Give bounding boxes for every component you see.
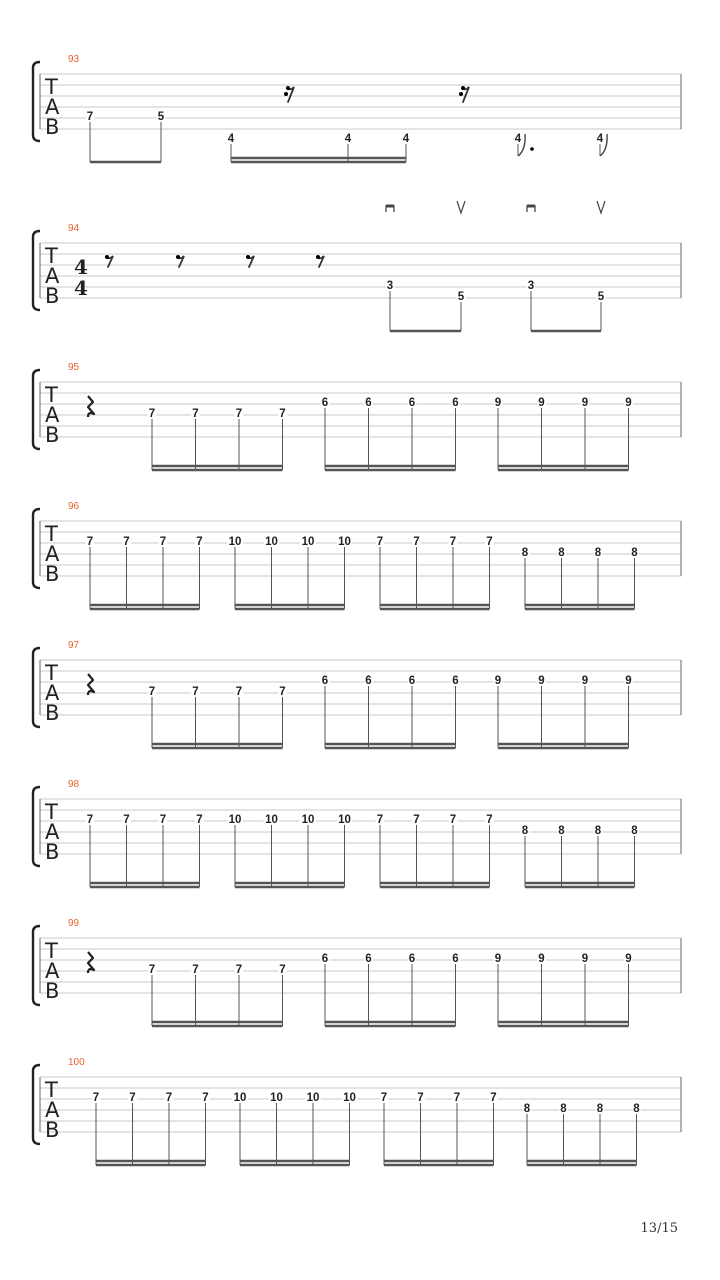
system-bracket [33,62,40,141]
rest-dot [461,86,465,90]
fret-number: 10 [301,536,315,548]
fret-number: 7 [86,814,94,826]
duration-dot [530,147,534,151]
fret-number: 7 [192,964,199,976]
fret-number: 7 [453,1092,461,1104]
fret-number: 8 [594,825,602,837]
measure-number: 98 [68,779,80,790]
tab-clef-letter: B [45,1118,60,1142]
measure-number: 97 [68,640,80,651]
tab-clef-letter: T [45,244,58,268]
rest-dot [459,92,463,96]
fret-number: 7 [159,536,167,548]
tab-clef-letter: T [45,1078,58,1102]
fret-number: 6 [365,675,372,687]
fret-number: 9 [494,953,502,965]
tab-clef-letter: B [45,701,60,725]
fret-number: 10 [265,814,278,826]
upstroke-icon [597,201,605,213]
fret-number: 9 [581,397,589,409]
rest-dot [246,255,250,259]
fret-number: 4 [344,133,352,145]
fret-number: 7 [417,1092,424,1104]
tab-clef-letter: T [45,661,58,685]
fret-number: 10 [228,814,242,826]
fret-number: 5 [597,291,605,303]
fret-number: 7 [380,1092,388,1104]
fret-number: 9 [625,675,632,687]
fret-number: 9 [581,675,589,687]
system-bracket [33,509,40,588]
fret-number: 3 [527,280,535,292]
fret-number: 7 [192,408,199,420]
rest-dot [176,255,180,259]
fret-number: 8 [523,1103,531,1115]
fret-number: 7 [490,1092,497,1104]
tab-clef-letter: B [45,423,60,447]
system-bracket [33,787,40,866]
quarter-rest [88,396,94,417]
fret-number: 9 [538,953,545,965]
fret-number: 7 [413,536,420,548]
fret-number: 7 [123,814,130,826]
fret-number: 7 [235,408,243,420]
fret-number: 10 [228,536,242,548]
fret-number: 8 [633,1103,640,1115]
rest-dot [316,255,320,259]
fret-number: 7 [159,814,167,826]
tab-clef-letter: B [45,115,60,139]
fret-number: 10 [270,1092,283,1104]
fret-number: 7 [165,1092,173,1104]
fret-number: 4 [596,133,604,145]
fret-number: 7 [148,408,156,420]
fret-number: 7 [486,536,493,548]
rest-dot [284,92,288,96]
fret-number: 8 [521,547,529,559]
fret-number: 7 [86,111,94,123]
quarter-rest [88,674,94,695]
fret-number: 7 [376,536,384,548]
fret-number: 10 [233,1092,247,1104]
tab-clef-letter: A [45,681,60,705]
fret-number: 7 [148,964,156,976]
tab-clef-letter: A [45,820,60,844]
time-signature-top: 4 [74,255,88,279]
fret-number: 6 [365,397,372,409]
fret-number: 7 [86,536,94,548]
tab-clef-letter: B [45,979,60,1003]
fret-number: 6 [408,953,416,965]
fret-number: 8 [558,547,565,559]
fret-number: 6 [365,953,372,965]
measure-number: 99 [68,918,80,929]
fret-number: 7 [123,536,130,548]
fret-number: 6 [321,675,329,687]
tab-clef-letter: A [45,403,60,427]
measure-number: 94 [68,223,80,234]
fret-number: 9 [581,953,589,965]
fret-number: 7 [413,814,420,826]
fret-number: 7 [449,814,457,826]
fret-number: 8 [521,825,529,837]
tab-clef-letter: B [45,840,60,864]
time-signature-bottom: 4 [74,276,88,300]
tab-clef-letter: A [45,95,60,119]
fret-number: 9 [494,675,502,687]
fret-number: 7 [279,686,286,698]
fret-number: 7 [486,814,493,826]
fret-number: 7 [279,408,286,420]
measure-number: 96 [68,501,80,512]
fret-number: 7 [196,536,203,548]
system-measure-96 [33,501,681,609]
fret-number: 7 [129,1092,136,1104]
system-measure-99 [33,918,681,1026]
fret-number: 8 [560,1103,567,1115]
quarter-rest [88,952,94,973]
fret-number: 7 [192,686,199,698]
tab-clef-letter: A [45,264,60,288]
fret-number: 5 [157,111,165,123]
fret-number: 7 [202,1092,209,1104]
fret-number: 6 [321,953,329,965]
fret-number: 9 [538,675,545,687]
fret-number: 7 [376,814,384,826]
fret-number: 6 [452,397,459,409]
fret-number: 6 [321,397,329,409]
fret-number: 7 [235,964,243,976]
fret-number: 7 [148,686,156,698]
rest-dot [286,86,290,90]
tab-clef-letter: T [45,939,58,963]
fret-number: 6 [408,675,416,687]
system-bracket [33,926,40,1005]
fret-number: 9 [494,397,502,409]
fret-number: 6 [452,675,459,687]
fret-number: 10 [265,536,278,548]
system-bracket [33,648,40,727]
fret-number: 7 [449,536,457,548]
system-measure-100 [33,1057,681,1165]
fret-number: 7 [235,686,243,698]
fret-number: 10 [338,536,351,548]
fret-number: 4 [402,133,410,145]
system-measure-93 [33,54,681,162]
fret-number: 6 [452,953,459,965]
fret-number: 9 [625,953,632,965]
system-measure-97 [33,640,681,748]
fret-number: 7 [279,964,286,976]
tab-clef-letter: T [45,383,58,407]
fret-number: 10 [343,1092,356,1104]
tab-clef-letter: B [45,562,60,586]
fret-number: 3 [386,280,394,292]
fret-number: 7 [92,1092,100,1104]
fret-number: 6 [408,397,416,409]
fret-number: 4 [514,133,522,145]
system-bracket [33,231,40,310]
fret-number: 7 [196,814,203,826]
tab-clef-letter: T [45,522,58,546]
upstroke-icon [457,201,465,213]
tab-clef-letter: T [45,75,58,99]
measure-number: 95 [68,362,80,373]
fret-number: 8 [596,1103,604,1115]
rest-dot [105,255,109,259]
fret-number: 8 [558,825,565,837]
measure-number: 93 [68,54,80,65]
fret-number: 8 [594,547,602,559]
fret-number: 4 [227,133,235,145]
page-number: 13/15 [640,1221,678,1236]
tab-clef-letter: B [45,284,60,308]
fret-number: 9 [625,397,632,409]
fret-number: 10 [306,1092,320,1104]
system-measure-95 [33,362,681,470]
tab-clef-letter: A [45,959,60,983]
system-measure-94 [33,201,681,331]
tab-clef-letter: A [45,1098,60,1122]
tab-clef-letter: T [45,800,58,824]
fret-number: 8 [631,825,638,837]
system-measure-98 [33,779,681,887]
fret-number: 8 [631,547,638,559]
system-bracket [33,370,40,449]
fret-number: 9 [538,397,545,409]
fret-number: 10 [301,814,315,826]
tab-clef-letter: A [45,542,60,566]
fret-number: 10 [338,814,351,826]
system-bracket [33,1065,40,1144]
fret-number: 5 [457,291,465,303]
measure-number: 100 [68,1057,85,1068]
